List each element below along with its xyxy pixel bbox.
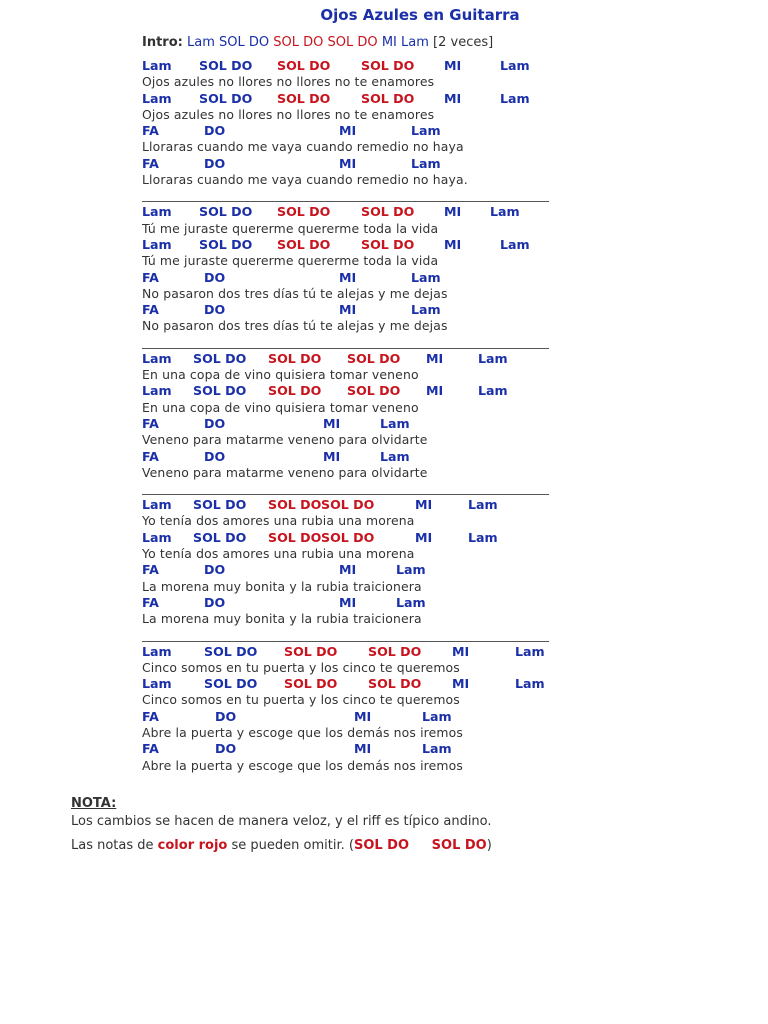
chord: DO <box>204 594 226 610</box>
chord: FA <box>142 302 159 318</box>
chord: MI <box>444 204 462 220</box>
chord: MI <box>452 676 470 692</box>
chord: FA <box>142 741 159 757</box>
chord: Lam <box>515 643 545 659</box>
chord: Lam <box>142 676 172 692</box>
chord: DO <box>215 708 237 724</box>
chord: SOL DO <box>193 350 247 366</box>
chord: DO <box>215 741 237 757</box>
chord: SOL DO <box>284 643 338 659</box>
note-section <box>71 796 492 862</box>
chord: SOL DO <box>321 497 375 513</box>
chord: Lam <box>142 529 172 545</box>
chord-line <box>142 91 562 107</box>
chord: Lam <box>411 155 441 171</box>
lyric-line: Ojos azules no llores no llores no te enamores <box>142 106 435 122</box>
chord: Lam <box>500 236 530 252</box>
chord: MI <box>444 58 462 73</box>
lyric-line: Lloraras cuando me vaya cuando remedio no haya <box>142 139 464 155</box>
chord: MI <box>354 741 372 757</box>
chord: SOL DO <box>347 350 401 366</box>
chord: SOL DO <box>199 90 253 106</box>
chord: DO <box>204 269 226 285</box>
chord-line <box>142 58 562 74</box>
lyric-line: Abre la puerta y escoge que los demás nos iremos <box>142 757 463 773</box>
note-line-2-prefix: Las notas de <box>71 838 158 853</box>
chord: MI <box>339 155 357 171</box>
lyric-line: Tú me juraste quererme quererme toda la vida <box>142 220 439 236</box>
chord: SOL DO <box>199 58 253 73</box>
chord: Lam <box>515 676 545 692</box>
lyric-line: Veneno para matarme veneno para olvidarte <box>142 464 428 480</box>
chord: MI <box>339 594 357 610</box>
chord: SOL DO <box>361 90 415 106</box>
note-line-1: Los cambios se hacen de manera veloz, y el riff es típico andino. <box>71 814 492 829</box>
chord: MI <box>452 643 470 659</box>
song-body <box>142 58 562 774</box>
chord: Lam <box>478 383 508 399</box>
chord: SOL DO <box>199 204 253 220</box>
chord: Lam <box>142 204 172 220</box>
intro-chord: MI <box>381 35 397 50</box>
chord-line <box>142 644 549 660</box>
lyric-line: Lloraras cuando me vaya cuando remedio no haya. <box>142 172 468 188</box>
note-red-chords: SOL DO SOL DO <box>353 838 487 853</box>
note-line-2-suffix: ) <box>486 838 492 853</box>
chord: FA <box>142 123 159 139</box>
stanza <box>142 201 549 334</box>
chord: DO <box>204 415 226 431</box>
chord-line <box>142 351 549 367</box>
chord: SOL DO <box>268 529 322 545</box>
chord: Lam <box>380 448 410 464</box>
lyric-line: La morena muy bonita y la rubia traicionera <box>142 578 422 594</box>
chord: MI <box>339 302 357 318</box>
chord: Lam <box>396 594 426 610</box>
chord-line <box>142 562 549 578</box>
chord: Lam <box>380 415 410 431</box>
lyric-line: En una copa de vino quisiera tomar veneno <box>142 399 419 415</box>
chord: FA <box>142 708 159 724</box>
chord: SOL DO <box>268 350 322 366</box>
intro-chord: DO <box>357 35 378 50</box>
chord: Lam <box>468 497 498 513</box>
chord-line <box>142 237 549 253</box>
chord: SOL DO <box>193 497 247 513</box>
chord-line <box>142 676 549 692</box>
chord: Lam <box>142 383 172 399</box>
page-title: Ojos Azules en Guitarra <box>320 6 520 24</box>
chord: SOL DO <box>277 90 331 106</box>
chord-line <box>142 530 549 546</box>
chord: DO <box>204 448 226 464</box>
chord: FA <box>142 155 159 171</box>
lyric-line: Tú me juraste quererme quererme toda la vida <box>142 253 439 269</box>
chord: Lam <box>142 236 172 252</box>
lyric-line: La morena muy bonita y la rubia traicionera <box>142 611 422 627</box>
chord: Lam <box>142 497 172 513</box>
chord: MI <box>444 90 462 106</box>
chord: Lam <box>500 58 530 73</box>
chord: FA <box>142 269 159 285</box>
lyric-line: En una copa de vino quisiera tomar veneno <box>142 367 419 383</box>
intro-chords <box>187 35 433 50</box>
chord: Lam <box>396 562 426 578</box>
chord: SOL DO <box>204 643 258 659</box>
chord-line <box>142 270 549 286</box>
chord: SOL DO <box>368 676 422 692</box>
chord: Lam <box>411 123 441 139</box>
chord-line <box>142 123 562 139</box>
lyric-line: Yo tenía dos amores una rubia una morena <box>142 513 415 529</box>
chord: SOL DO <box>193 383 247 399</box>
chord: DO <box>204 562 226 578</box>
chord: MI <box>426 383 444 399</box>
chord: MI <box>354 708 372 724</box>
chord: SOL DO <box>193 529 247 545</box>
stanza <box>142 58 562 188</box>
intro-label: Intro: <box>142 35 183 50</box>
chord: SOL DO <box>321 529 375 545</box>
chord-line <box>142 449 549 465</box>
intro-chord: SOL <box>273 35 300 50</box>
note-red-highlight: color rojo <box>157 838 228 853</box>
chord-line <box>142 595 549 611</box>
intro-repeat: [2 veces] <box>433 35 494 50</box>
chord: SOL DO <box>268 497 322 513</box>
chord-line <box>142 302 549 318</box>
chord: SOL DO <box>361 204 415 220</box>
chord: SOL DO <box>284 676 338 692</box>
chord: Lam <box>422 708 452 724</box>
chord: MI <box>323 448 341 464</box>
chord: Lam <box>142 350 172 366</box>
chord: SOL DO <box>277 236 331 252</box>
lyric-line: Abre la puerta y escoge que los demás nos iremos <box>142 724 463 740</box>
chord: MI <box>415 529 433 545</box>
chord-line <box>142 741 549 757</box>
lyric-line: No pasaron dos tres días tú te alejas y me dejas <box>142 318 448 334</box>
chord: SOL DO <box>361 236 415 252</box>
chord: Lam <box>422 741 452 757</box>
chord: DO <box>204 155 226 171</box>
chord: FA <box>142 415 159 431</box>
chord-line <box>142 204 549 220</box>
chord: MI <box>339 123 357 139</box>
chord-line <box>142 497 549 513</box>
chord: Lam <box>490 204 520 220</box>
chord: MI <box>323 415 341 431</box>
chord: SOL DO <box>361 58 415 73</box>
chord: SOL DO <box>268 383 322 399</box>
chord: SOL DO <box>277 204 331 220</box>
intro-chord: Lam <box>187 35 215 50</box>
lyric-line: Veneno para matarme veneno para olvidarte <box>142 432 428 448</box>
chord: Lam <box>411 269 441 285</box>
chord: SOL DO <box>347 383 401 399</box>
intro-chord: DO <box>303 35 324 50</box>
stanza <box>142 494 549 627</box>
lyric-line: Ojos azules no llores no llores no te enamores <box>142 74 435 90</box>
lyric-line: No pasaron dos tres días tú te alejas y me dejas <box>142 285 448 301</box>
chord-line <box>142 709 549 725</box>
chord: FA <box>142 562 159 578</box>
chord: FA <box>142 594 159 610</box>
chord: DO <box>204 302 226 318</box>
stanza <box>142 641 549 774</box>
intro-chord: Lam <box>401 35 429 50</box>
chord-line <box>142 156 562 172</box>
chord: MI <box>339 269 357 285</box>
intro-chord: SOL <box>327 35 354 50</box>
note-line-2-middle: se pueden omitir. ( <box>227 838 354 853</box>
chord-line <box>142 416 549 432</box>
chord: Lam <box>142 58 172 73</box>
chord: Lam <box>468 529 498 545</box>
chord: SOL DO <box>204 676 258 692</box>
chord: Lam <box>142 90 172 106</box>
chord: MI <box>444 236 462 252</box>
chord: MI <box>415 497 433 513</box>
intro-line <box>142 35 493 50</box>
chord-line <box>142 383 549 399</box>
chord: Lam <box>411 302 441 318</box>
chord: FA <box>142 448 159 464</box>
chord: DO <box>204 123 226 139</box>
chord: MI <box>339 562 357 578</box>
chord: SOL DO <box>199 236 253 252</box>
note-line-2 <box>71 838 492 853</box>
chord: Lam <box>142 643 172 659</box>
chord: Lam <box>478 350 508 366</box>
lyric-line: Yo tenía dos amores una rubia una morena <box>142 546 415 562</box>
chord: MI <box>426 350 444 366</box>
chord: SOL DO <box>277 58 331 73</box>
intro-chord: SOL <box>219 35 245 50</box>
lyric-line: Cinco somos en tu puerta y los cinco te queremos <box>142 659 460 675</box>
chord: SOL DO <box>368 643 422 659</box>
lyric-line: Cinco somos en tu puerta y los cinco te queremos <box>142 692 460 708</box>
chord: Lam <box>500 90 530 106</box>
stanza <box>142 348 549 481</box>
note-heading: NOTA: <box>71 796 117 811</box>
intro-chord: DO <box>248 35 270 50</box>
